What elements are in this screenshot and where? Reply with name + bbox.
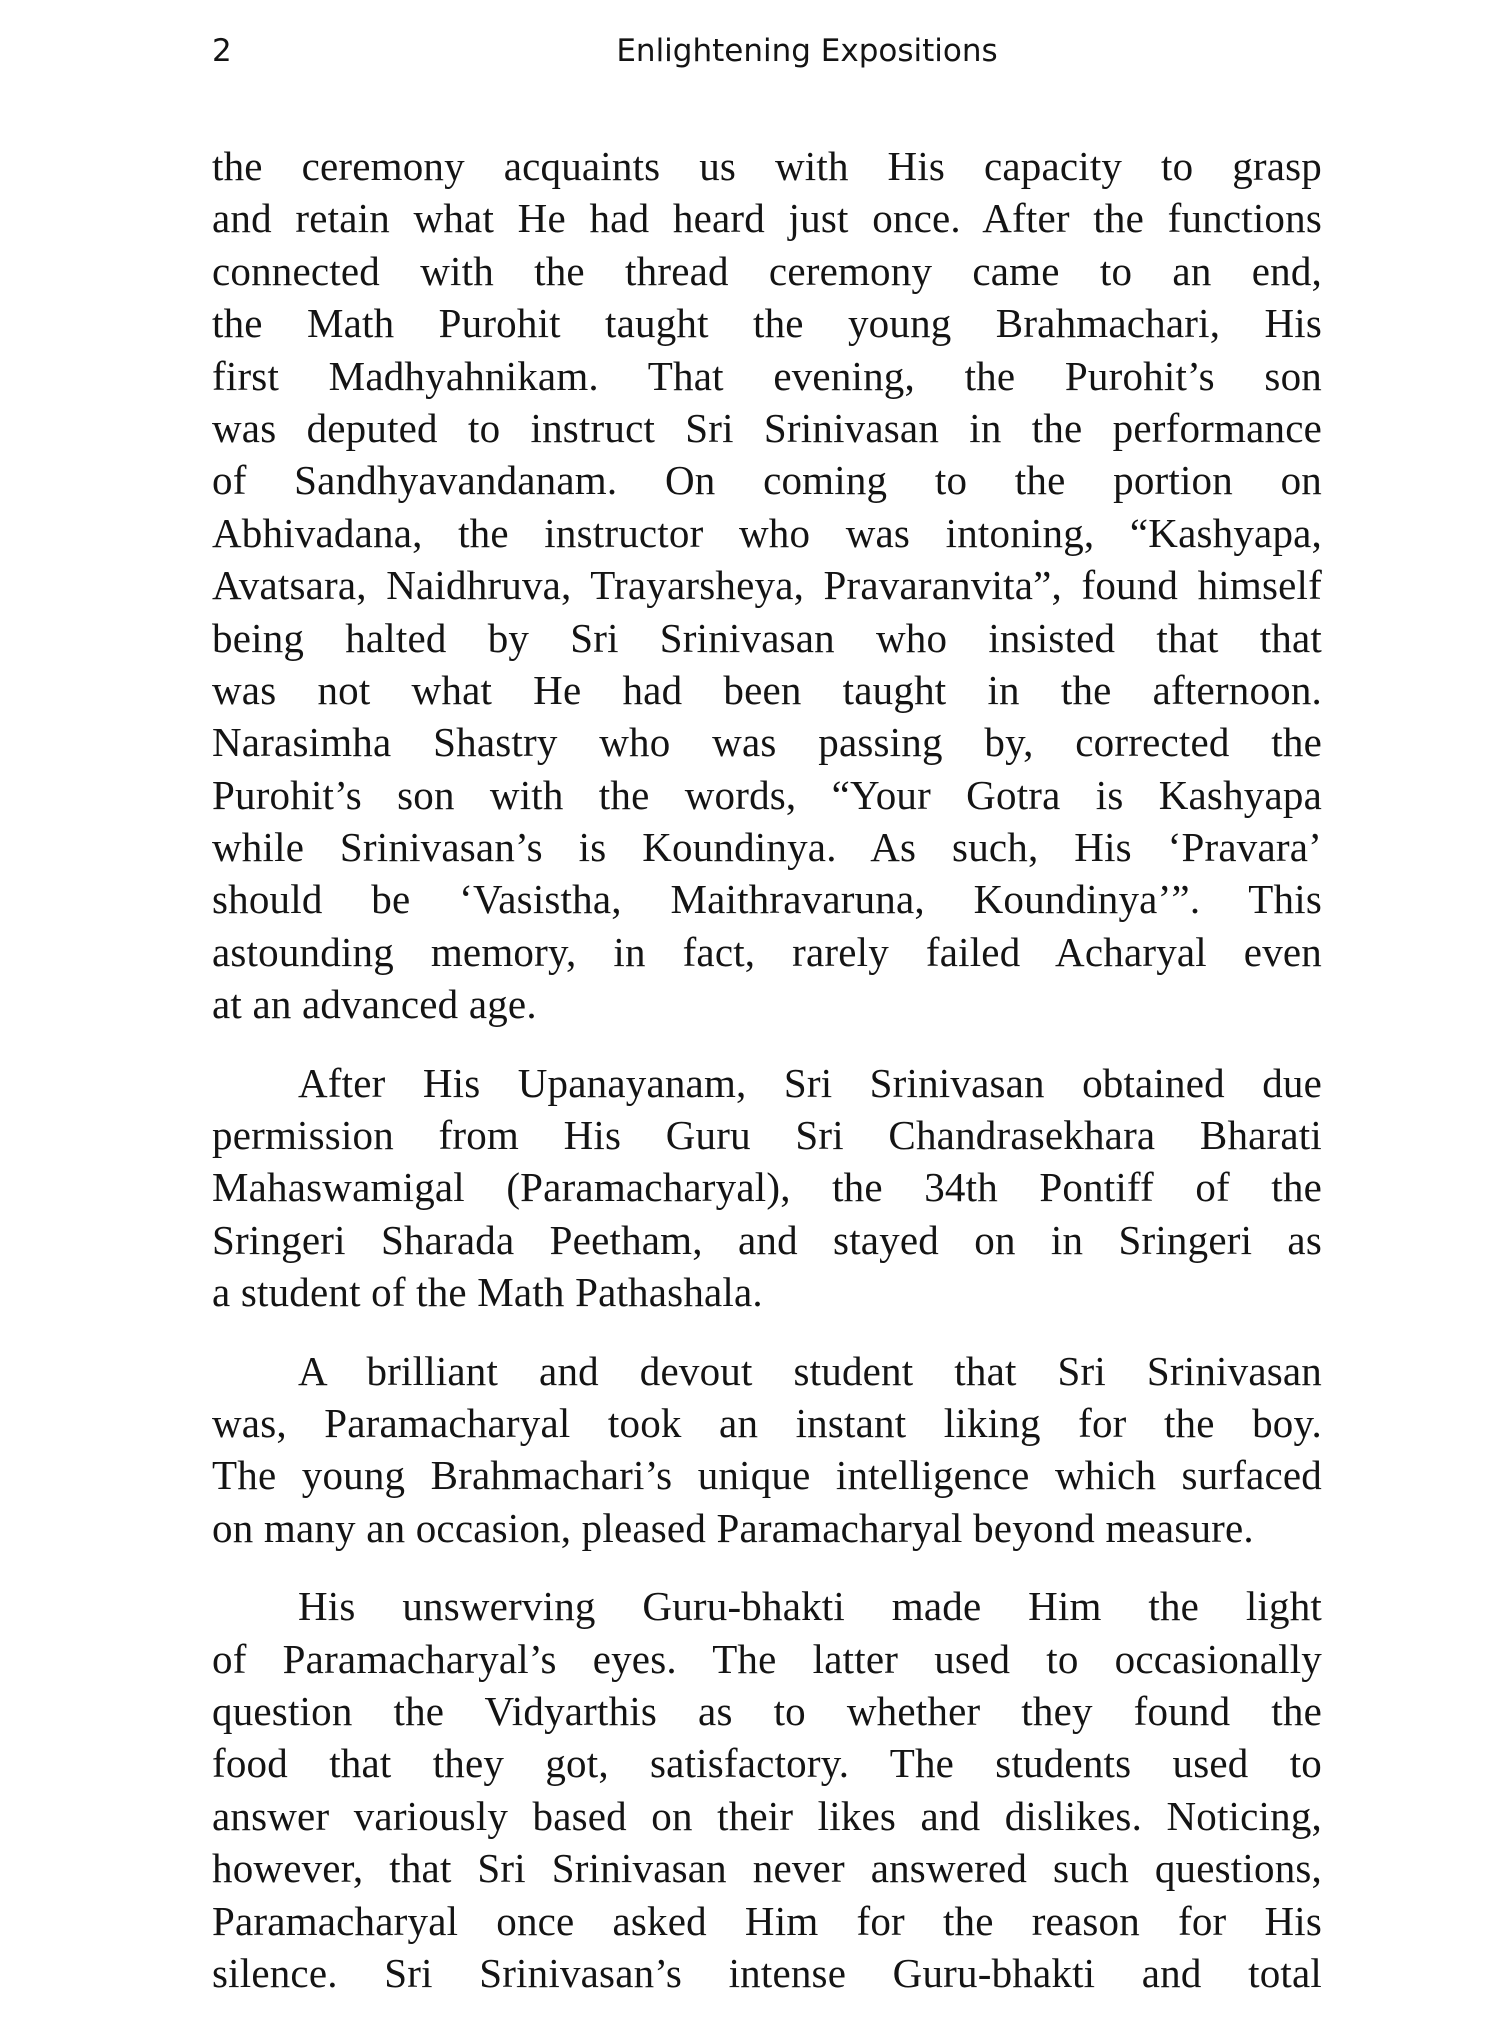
page-number: 2 (212, 33, 232, 69)
text-line: After His Upanayanam, Sri Srinivasan obtained due (298, 1059, 1322, 1106)
text-line: permission from His Guru Sri Chandrasekhara Bharati (212, 1112, 1322, 1159)
text-line: astounding memory, in fact, rarely failed Acharyal even (212, 928, 1322, 975)
text-line: while Srinivasan’s is Koundinya. As such, His ‘Pravara’ (212, 824, 1322, 871)
text-line: and retain what He had heard just once. After the functions (212, 195, 1322, 242)
text-line: on many an occasion, pleased Paramacharyal beyond measure. (212, 1504, 1254, 1551)
text-line: Paramacharyal once asked Him for the reason for His (212, 1897, 1322, 1944)
paragraph (212, 1580, 1322, 1999)
text-line: connected with the thread ceremony came to an end, (212, 247, 1322, 294)
text-line: Sringeri Sharada Peetham, and stayed on in Sringeri as (212, 1216, 1322, 1263)
text-line: question the Vidyarthis as to whether they found the (212, 1687, 1322, 1734)
text-line: of Sandhyavandanam. On coming to the portion on (212, 457, 1322, 504)
paragraph (212, 140, 1322, 1031)
text-line: Abhivadana, the instructor who was intoning, “Kashyapa, (212, 509, 1322, 556)
body-text (212, 140, 1322, 2025)
running-title: Enlightening Expositions (616, 33, 998, 69)
text-line: was not what He had been taught in the afternoon. (212, 666, 1322, 713)
text-line: first Madhyahnikam. That evening, the Purohit’s son (212, 352, 1322, 399)
text-line: A brilliant and devout student that Sri Srinivasan (298, 1347, 1322, 1394)
text-line: The young Brahmachari’s unique intelligence which surfaced (212, 1452, 1322, 1499)
text-line: food that they got, satisfactory. The students used to (212, 1740, 1322, 1787)
text-line: the Math Purohit taught the young Brahmachari, His (212, 300, 1322, 347)
running-header (212, 28, 1322, 74)
text-line: at an advanced age. (212, 981, 537, 1028)
text-line: answer variously based on their likes and dislikes. Noticing, (212, 1792, 1322, 1839)
text-line: was, Paramacharyal took an instant liking for the boy. (212, 1399, 1322, 1446)
text-line: Purohit’s son with the words, “Your Gotra is Kashyapa (212, 771, 1322, 818)
text-line: the ceremony acquaints us with His capacity to grasp (212, 143, 1322, 189)
paragraph (212, 1345, 1322, 1555)
paragraph (212, 1057, 1322, 1319)
text-line: a student of the Math Pathashala. (212, 1269, 763, 1316)
text-line: Narasimha Shastry who was passing by, corrected the (212, 719, 1322, 766)
text-line: should be ‘Vasistha, Maithravaruna, Koundinya’”. This (212, 876, 1322, 923)
text-line: silence. Sri Srinivasan’s intense Guru-bhakti and total (212, 1949, 1322, 1996)
text-line: being halted by Sri Srinivasan who insisted that that (212, 614, 1322, 661)
text-line: was deputed to instruct Sri Srinivasan in the performance (212, 404, 1322, 451)
text-line: Mahaswamigal (Paramacharyal), the 34th Pontiff of the (212, 1164, 1322, 1211)
text-line: however, that Sri Srinivasan never answered such questions, (212, 1845, 1322, 1892)
text-line: His unswerving Guru-bhakti made Him the light (298, 1583, 1322, 1630)
text-line: Avatsara, Naidhruva, Trayarsheya, Pravaranvita”, found himself (212, 562, 1322, 609)
text-line: of Paramacharyal’s eyes. The latter used to occasionally (212, 1635, 1322, 1682)
